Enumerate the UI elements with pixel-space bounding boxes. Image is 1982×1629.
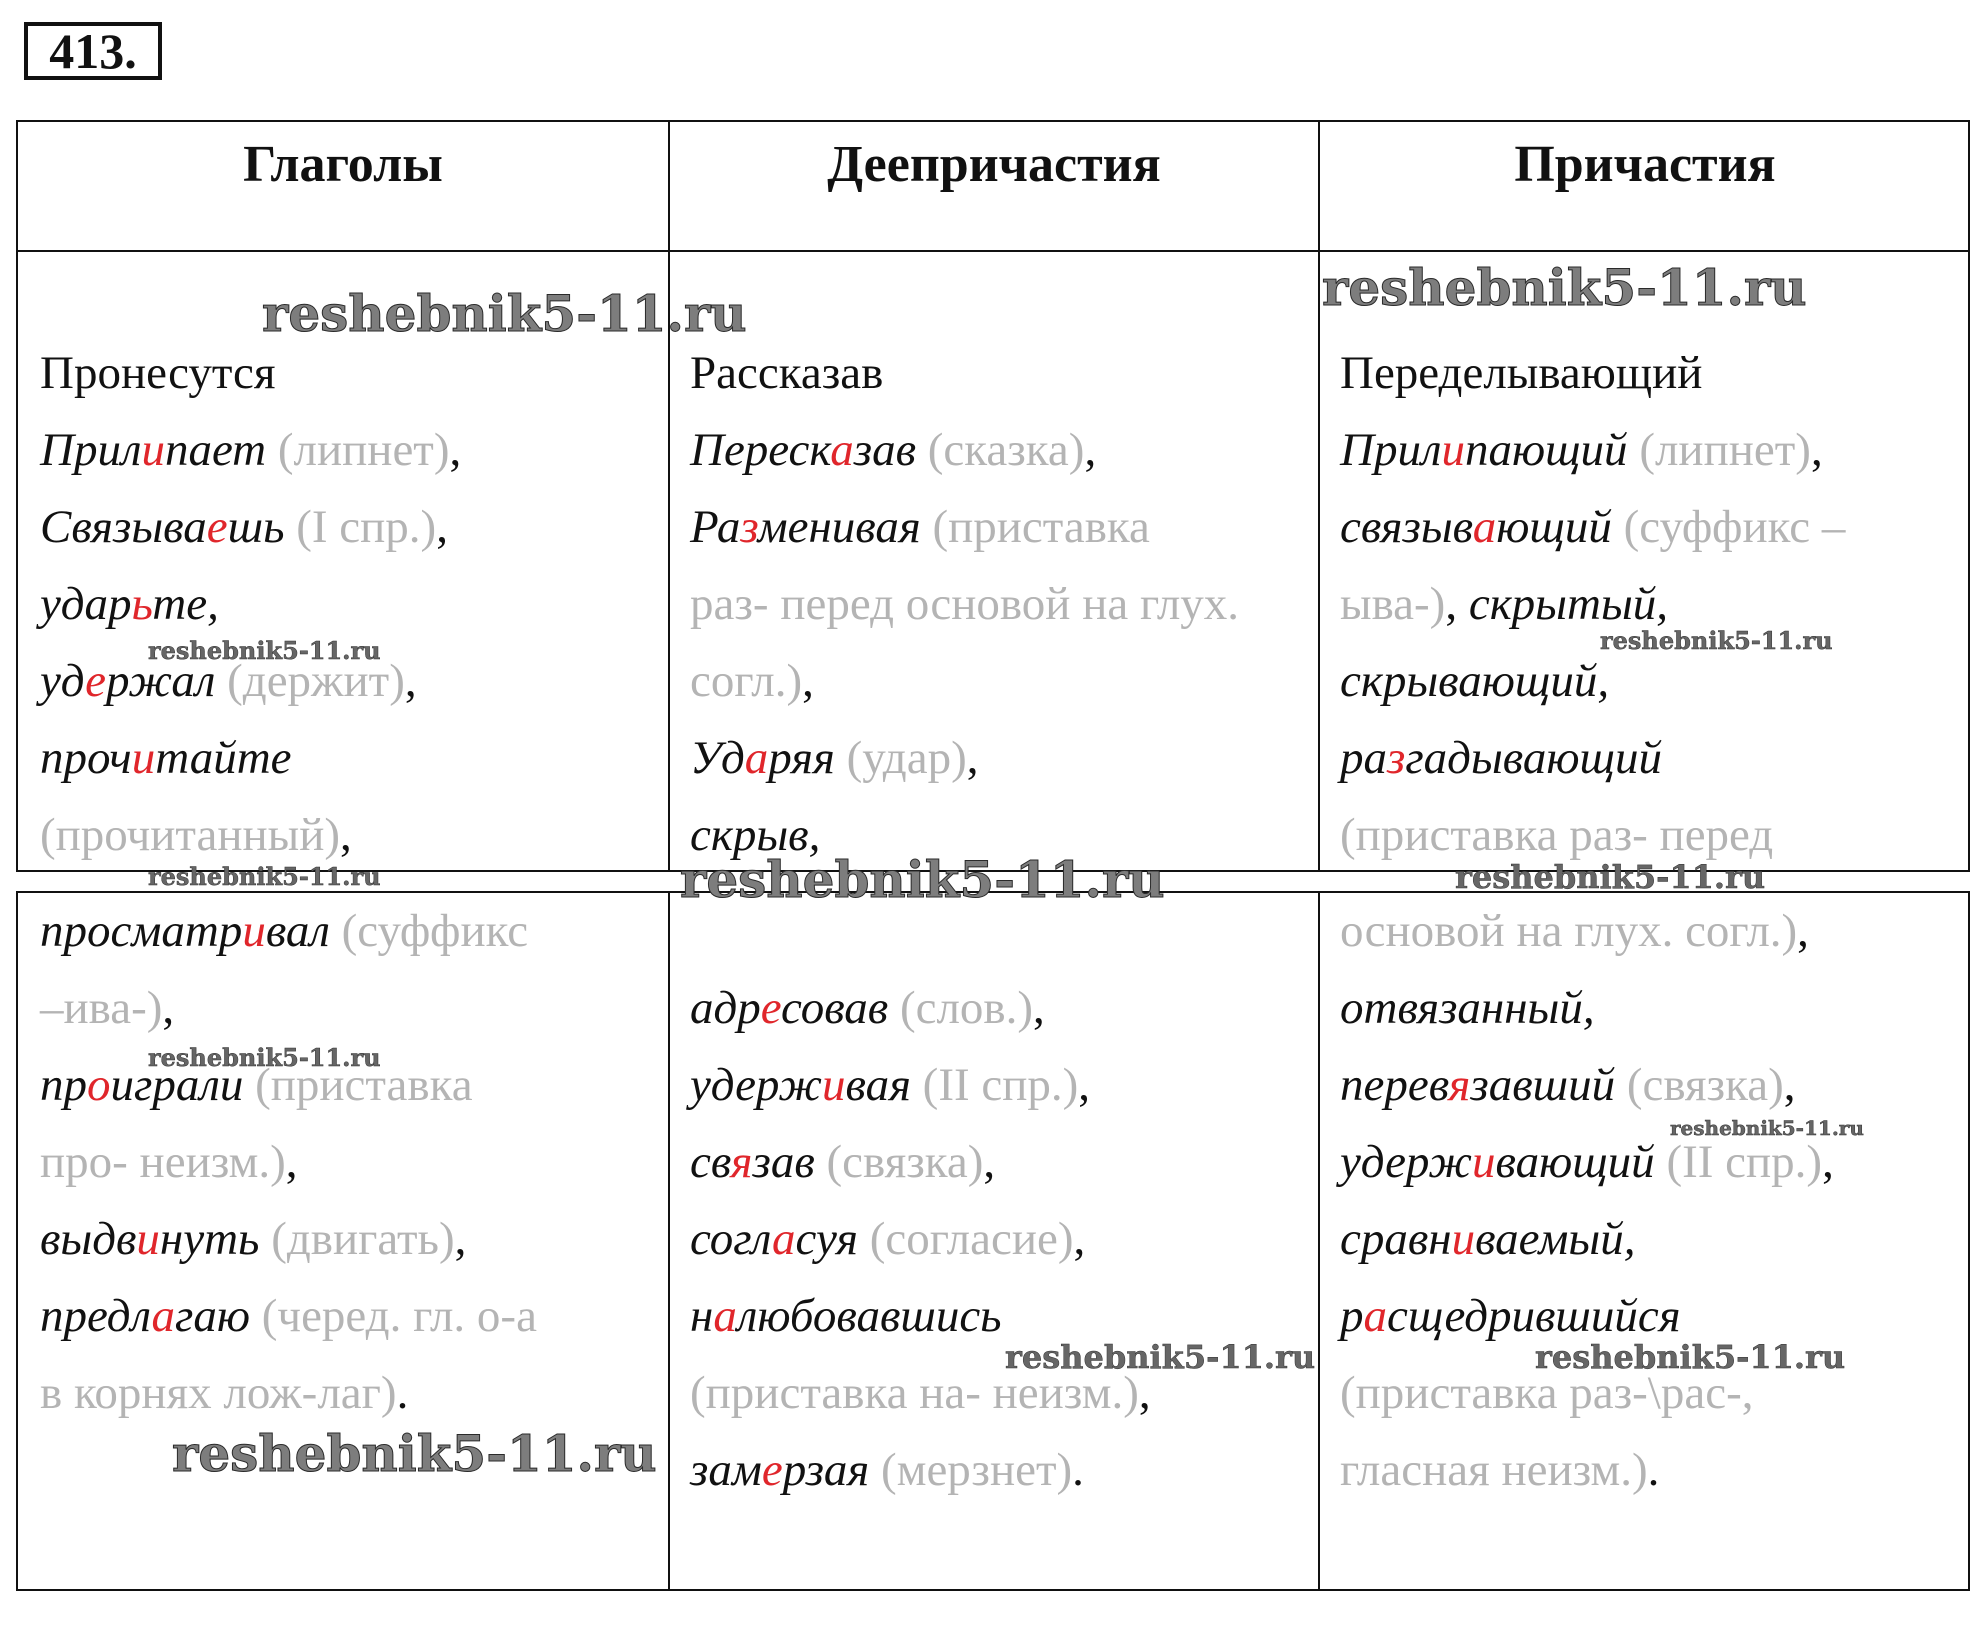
word-line [40,335,660,412]
highlighted-letter: и [131,732,156,784]
table-part-top [16,120,1970,872]
word-text: уд [40,655,86,707]
word-text: те, [152,578,219,630]
highlighted-letter: а [830,424,854,476]
word-line [1340,1124,1960,1201]
explanation-text: (суффикс – [1611,501,1846,553]
word-text: н [690,1290,714,1342]
header-participles: Причастия [1514,136,1776,193]
highlighted-letter: и [821,1059,846,1111]
word-text: тайте [155,732,292,784]
watermark: reshebnik5-11.ru [1322,258,1807,317]
word-text: скрыв, [690,809,821,861]
highlighted-letter: и [1471,1136,1496,1188]
explanation-text: (приставка [920,501,1150,553]
word-text: , [1783,1059,1796,1111]
word-text: ваемый, [1475,1213,1636,1265]
word-line [40,970,660,1047]
word-text: , [1033,982,1045,1034]
watermark: reshebnik5-11.ru [148,1043,381,1072]
highlighted-letter: а [151,1290,176,1342]
word-text: св [690,1136,731,1188]
explanation-text: –ива-) [40,982,163,1034]
word-text: удерж [690,1059,822,1111]
explanation-text: (сказка) [915,424,1085,476]
word-text: гаю [175,1290,251,1342]
word-text: , [1797,905,1809,957]
watermark: reshebnik5-11.ru [148,862,381,891]
word-text: ющий [1496,501,1612,553]
watermark: reshebnik5-11.ru [1600,626,1833,655]
word-line [1340,1201,1960,1278]
word-text: , [1078,1059,1091,1111]
word-line [690,643,1310,720]
watermark: reshebnik5-11.ru [1535,1338,1846,1376]
watermark: reshebnik5-11.ru [1005,1338,1316,1376]
word-text: , [802,655,814,707]
word-text: удар [40,578,132,630]
highlighted-letter: з [740,501,758,553]
word-text: Прил [1340,424,1442,476]
word-text: рзая [782,1444,870,1496]
word-text: , [449,424,462,476]
word-text: , [285,1136,298,1188]
word-text: , [1810,424,1823,476]
word-line [690,970,1310,1047]
column-divider [1318,893,1320,1589]
word-text: , [1084,424,1097,476]
explanation-text: (приставка на- неизм.) [690,1367,1139,1419]
word-text: любовавшись [736,1290,1002,1342]
explanation-text: согл.) [690,655,803,707]
word-text: связыв [1340,501,1473,553]
table-part-bottom [16,891,1970,1591]
word-line [40,720,660,797]
word-text: , [966,732,979,784]
explanation-text: (слов.) [888,982,1034,1034]
explanation-text: раз- перед основой на глух. [690,578,1240,630]
explanation-text: (прочитанный) [40,809,341,861]
explanation-text: (приставка [243,1059,473,1111]
word-text: вающий [1495,1136,1655,1188]
word-line [690,1047,1310,1124]
verbs-cell-top [40,335,660,874]
word-text: Ра [690,501,741,553]
explanation-text: (приставка раз-\рас-, [1340,1367,1754,1419]
word-text: удерж [1340,1136,1472,1188]
explanation-text: (держит) [215,655,405,707]
word-text: ра [1340,732,1387,784]
word-text: Связыва [40,501,207,553]
task-number: 413. [24,22,162,80]
word-text: сщедрившийся [1387,1290,1681,1342]
word-text: Переделывающий [1340,347,1703,399]
word-text: согл [690,1213,772,1265]
word-text: пр [40,1059,87,1111]
word-text: нуть [159,1213,260,1265]
watermark: reshebnik5-11.ru [1670,1116,1864,1140]
word-text: пающий [1464,424,1628,476]
highlighted-letter: я [1448,1059,1471,1111]
word-line [1340,720,1960,797]
word-text: скрывающий, [1340,655,1610,707]
highlighted-letter: о [87,1059,111,1111]
word-line [1340,1432,1960,1509]
watermark: reshebnik5-11.ru [148,636,381,665]
word-text: , [1822,1136,1834,1188]
word-line [40,412,660,489]
word-text: , [340,809,352,861]
participles-cell-top [1340,335,1960,874]
highlighted-letter: и [1451,1213,1476,1265]
highlighted-letter: а [744,732,769,784]
highlighted-letter: и [242,905,266,957]
word-text: вал [265,905,330,957]
explanation-text: (II спр.) [910,1059,1079,1111]
word-text: играли [110,1059,244,1111]
word-text: , [1138,1367,1151,1419]
word-line [1340,412,1960,489]
word-line [1340,335,1960,412]
word-text: пает [164,424,267,476]
word-text: , [454,1213,467,1265]
word-text: , [1073,1213,1086,1265]
word-text: адр [690,982,761,1034]
explanation-text: (мерзнет) [869,1444,1073,1496]
word-line [40,1355,660,1432]
watermark: reshebnik5-11.ru [1455,858,1766,896]
gerunds-cell-top [690,335,1310,874]
word-text: р [1340,1290,1364,1342]
explanation-text: (удар) [834,732,967,784]
word-text: шь [227,501,285,553]
word-text: перев [1340,1059,1449,1111]
word-text: Уд [690,732,745,784]
word-line [690,720,1310,797]
word-text: проч [40,732,132,784]
word-line [40,1278,660,1355]
word-line [690,1201,1310,1278]
highlighted-letter: и [141,424,165,476]
explanation-text: (связка) [814,1136,984,1188]
word-line [1340,489,1960,566]
explanation-text: (I спр.) [284,501,437,553]
word-text: , [404,655,417,707]
word-text: зав [752,1136,815,1188]
word-line [690,412,1310,489]
word-line [40,893,660,970]
word-text: отвязанный, [1340,982,1595,1034]
explanation-text: (согласие) [858,1213,1074,1265]
word-text: ржал [105,655,216,707]
word-text: предл [40,1290,152,1342]
word-text: Пронесутся [40,347,276,399]
highlighted-letter: и [1441,424,1465,476]
highlighted-letter: и [136,1213,160,1265]
word-text: вая [845,1059,911,1111]
word-text: менивая [757,501,921,553]
word-text: , [436,501,448,553]
word-line [690,566,1310,643]
word-line [1340,1047,1960,1124]
explanation-text: (II спр.) [1654,1136,1823,1188]
highlighted-letter: я [730,1136,753,1188]
word-line [40,1124,660,1201]
word-text: Переск [690,424,831,476]
explanation-text: (липнет) [266,424,450,476]
word-text: , [162,982,175,1034]
watermark: reshebnik5-11.ru [262,284,747,343]
watermark: reshebnik5-11.ru [680,850,1165,909]
explanation-text: (связка) [1615,1059,1784,1111]
word-text: просматр [40,905,243,957]
gerunds-cell-bottom [690,893,1310,1509]
word-line [1340,893,1960,970]
explanation-text: (двигать) [259,1213,455,1265]
explanation-text: про- неизм.) [40,1136,286,1188]
word-line [690,489,1310,566]
word-line [40,489,660,566]
word-line [690,1124,1310,1201]
word-text: выдв [40,1213,137,1265]
highlighted-letter: а [1472,501,1497,553]
word-text: скрытый, [1468,578,1669,630]
word-text: гадывающий [1405,732,1662,784]
header-gerunds: Деепричастия [827,136,1161,193]
word-text: Рассказав [690,347,884,399]
participles-cell-bottom [1340,893,1960,1509]
explanation-text: (липнет) [1627,424,1811,476]
word-text: завший [1470,1059,1616,1111]
explanation-text: основой на глух. согл.) [1340,905,1798,957]
word-text: совав [781,982,889,1034]
explanation-text: (приставка раз- перед [1340,809,1774,861]
word-line [1340,970,1960,1047]
word-line [40,566,660,643]
highlighted-letter: а [771,1213,796,1265]
explanation-text: в корнях лож-лаг) [40,1367,397,1419]
explanation-text: (черед. гл. о-а [250,1290,537,1342]
highlighted-letter: а [713,1290,737,1342]
word-line [690,335,1310,412]
word-text: . [1072,1444,1084,1496]
highlighted-letter: е [206,501,228,553]
highlighted-letter: ь [131,578,153,630]
watermark: reshebnik5-11.ru [172,1424,657,1483]
highlighted-letter: е [85,655,106,707]
explanation-text: ыва-) [1340,578,1446,630]
header-verbs: Глаголы [243,136,443,193]
explanation-text: (суффикс [329,905,529,957]
word-line [40,1201,660,1278]
highlighted-letter: з [1387,732,1406,784]
highlighted-letter: е [760,982,782,1034]
word-text: . [396,1367,409,1419]
explanation-text: гласная неизм.) [1340,1444,1648,1496]
column-divider [668,893,670,1589]
word-text: ряя [768,732,835,784]
word-text: зам [690,1444,762,1496]
word-text: суя [795,1213,859,1265]
word-line [690,1432,1310,1509]
word-text: , [983,1136,996,1188]
word-text: . [1647,1444,1660,1496]
word-text: зав [853,424,916,476]
highlighted-letter: е [761,1444,783,1496]
highlighted-letter: а [1363,1290,1387,1342]
word-text: , [1445,578,1469,630]
word-text: Прил [40,424,142,476]
word-text: сравн [1340,1213,1452,1265]
verbs-cell-bottom [40,893,660,1432]
